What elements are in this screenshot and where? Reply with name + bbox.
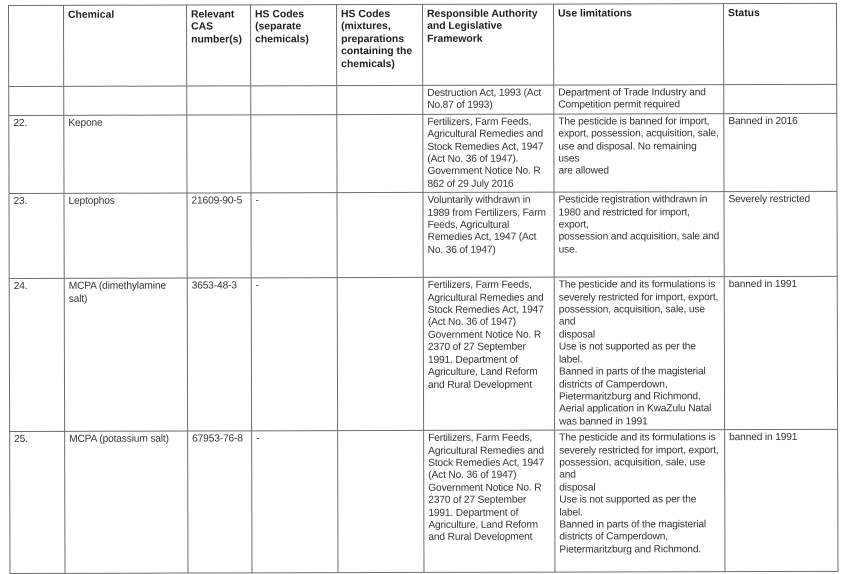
document-page bbox=[8, 3, 837, 574]
cell-responsible-authority: Destruction Act, 1993 (Act No.87 of 1993) bbox=[423, 85, 554, 114]
cell-responsible-authority: Fertilizers, Farm Feeds, Agricultural Remedies and Stock Remedies Act, 1947 (Act No. 36 of 1947) Government Notice No. R 2370 of 27 September 1991. Department of Agriculture, Land Reform and Rural Development bbox=[424, 430, 555, 572]
cell-number bbox=[9, 86, 64, 115]
cell-use-limitations: The pesticide and its formulations is severely restricted for import, export, possession, acquisition, sale, use and disposal Use is not supported as per the label. Banned in parts of the magisterial districts of Camperdown, Pietermaritzburg and Richmond. Aerial application in KwaZulu Natal was banned in 1991 bbox=[554, 277, 724, 430]
header-number bbox=[9, 5, 64, 86]
table-row-leptophos bbox=[9, 192, 837, 279]
cell-cas-number: 67953-76-8 bbox=[188, 431, 252, 573]
cell-status: banned in 1991 bbox=[725, 429, 838, 571]
cell-number: 24. bbox=[9, 279, 64, 432]
cell-number: 25. bbox=[10, 431, 65, 573]
cell-use-limitations: The pesticide is banned for import, export, possession, acquisition, sale, use and disposal. No remaining uses are allowed bbox=[554, 113, 724, 192]
cell-chemical: Kepone bbox=[64, 115, 187, 194]
chemicals-table bbox=[8, 3, 838, 574]
header-use-limitations: Use limitations bbox=[553, 4, 723, 85]
cell-hs-codes-separate bbox=[251, 114, 337, 193]
cell-responsible-authority: Voluntarily withdrawn in 1989 from Fertilizers, Farm Feeds, Agricultural Remedies Act, 1947 (Act No. 36 of 1947) bbox=[423, 192, 554, 277]
header-responsible-authority: Responsible Authority and Legislative Framework bbox=[422, 4, 553, 85]
cell-status bbox=[724, 84, 837, 113]
cell-chemical bbox=[64, 86, 187, 115]
cell-hs-codes-mixtures bbox=[337, 85, 423, 114]
cell-hs-codes-mixtures bbox=[337, 193, 423, 278]
cell-responsible-authority: Fertilizers, Farm Feeds, Agricultural Remedies and Stock Remedies Act, 1947 (Act No. 36 of 1947) Government Notice No. R 2370 of 27 September 1991. Department of Agriculture, Land Reform and Rural Development bbox=[423, 277, 554, 430]
cell-cas-number: 3653-48-3 bbox=[187, 278, 251, 431]
cell-status: Severely restricted bbox=[724, 192, 837, 277]
cell-use-limitations: The pesticide and its formulations is severely restricted for import, export, possession, acquisition, sale, use and disposal Use is not supported as per the label. Banned in parts of the magisterial districts of Camperdown, Pietermaritzburg and Richmond. bbox=[555, 430, 725, 572]
cell-hs-codes-separate: - bbox=[251, 278, 337, 431]
header-hs-codes-separate: HS Codes (separate chemicals) bbox=[251, 5, 337, 86]
header-cas-number: Relevant CAS number(s) bbox=[187, 5, 251, 86]
cell-number: 23. bbox=[9, 194, 64, 279]
header-status: Status bbox=[723, 3, 836, 84]
cell-hs-codes-separate: - bbox=[252, 431, 338, 573]
cell-use-limitations: Pesticide registration withdrawn in 1980 and restricted for import, export, possession and acquisition, sale and use. bbox=[554, 192, 724, 277]
cell-cas-number bbox=[187, 86, 251, 115]
cell-hs-codes-mixtures bbox=[337, 278, 423, 431]
cell-hs-codes-mixtures bbox=[338, 431, 424, 573]
cell-cas-number: 21609-90-5 bbox=[187, 193, 251, 278]
header-chemical: Chemical bbox=[64, 5, 187, 86]
cell-hs-codes-separate bbox=[251, 86, 337, 115]
cell-responsible-authority: Fertilizers, Farm Feeds, Agricultural Remedies and Stock Remedies Act, 1947 (Act No. 36 of 1947). Government Notice No. R 862 of 29 July 2016 bbox=[423, 114, 554, 193]
cell-chemical: Leptophos bbox=[64, 193, 187, 278]
table-row-continuation bbox=[9, 84, 837, 115]
table-header-row bbox=[9, 3, 837, 86]
cell-cas-number bbox=[187, 115, 251, 194]
cell-number: 22. bbox=[9, 115, 64, 194]
cell-status: Banned in 2016 bbox=[724, 113, 837, 192]
table-row-kepone bbox=[9, 113, 837, 194]
cell-hs-codes-separate: - bbox=[251, 193, 337, 278]
header-hs-codes-mixtures: HS Codes (mixtures, preparations containing the chemicals) bbox=[337, 4, 423, 85]
cell-chemical: MCPA (dimethylamine salt) bbox=[64, 278, 187, 431]
cell-chemical: MCPA (potassium salt) bbox=[65, 431, 188, 573]
cell-use-limitations: Department of Trade Industry and Competition permit required bbox=[554, 85, 724, 114]
cell-hs-codes-mixtures bbox=[337, 114, 423, 193]
table-row-mcpa-dimethylamine bbox=[9, 277, 837, 432]
cell-status: banned in 1991 bbox=[724, 277, 837, 430]
